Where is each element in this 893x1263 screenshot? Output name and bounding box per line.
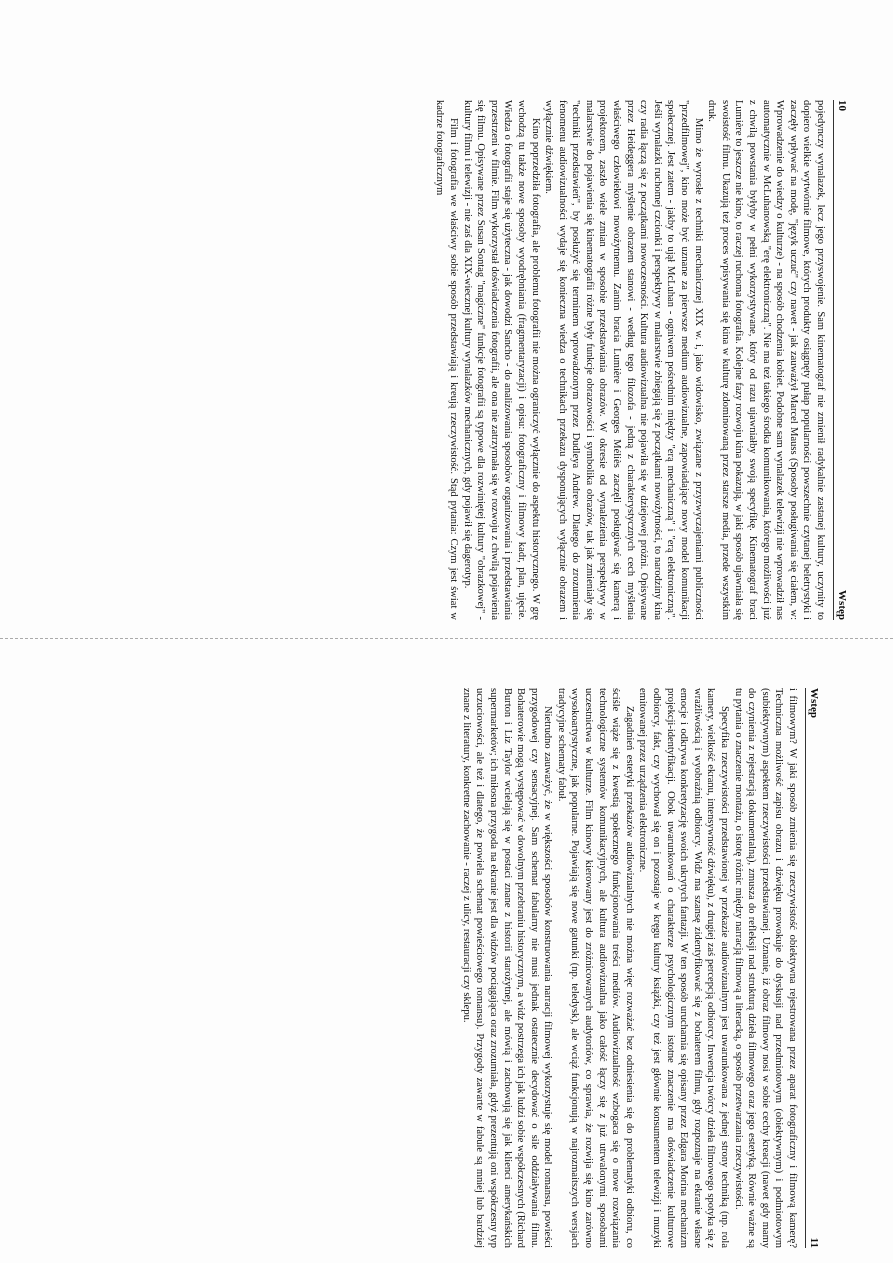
page-10	[48, 100, 848, 620]
page-number: 10	[836, 100, 848, 111]
paragraph: Specyfika rzeczywistości przedstawionej w przekazie audiowizualnym jest uwarunkowana z jednej strony techniką (np. rola kamery, wielkość ekranu, intensywność dźwięku), z drugiej zaś percepcją odbiorcy. Inwencja twórcy dzieła filmowego spotyka się z wrażliwością i wyobraźnią odbiorcy. Widz ma szansę zidentyfikować się z bohaterem filmu, gdy rozpoznaje na ekranie własne emocje i odkrywa konkretyzację swoich ukrytych fantazji. W ten sposób uruchamia się opisany przez Edgara Morina mechanizm projekcji-identyfikacji. Obok uwarunkowań o charakterze psychologicznym istotne znaczenie ma doświadczenie kulturowe odbiorcy, fakt, czy wychował się on i pozostaje w kręgu kultury książki, czy też jest głównie konsumentem telewizji i muzyki emitowanej przez urządzenia elektroniczne.	[637, 688, 731, 1248]
page-11-body	[459, 688, 799, 1248]
page-11	[20, 688, 820, 1248]
running-head: Wstęp	[808, 688, 820, 718]
paragraph: Nietrudno zauważyć, że w większości sposobów konstruowania narracji filmowej wykorzystuje się model romansu, powieści przygodowej czy sensacyjnej. Sam schemat fabularny nie musi jednak ostatecznie decydować o sile oddziaływania filmu. Bohaterowie mogą występować w dowolnym przebraniu historycznym, a widz postrzega ich jak ludzi sobie współczesnych (Richard Burton i Liz Taylor wcielają się w postaci znane z historii starożytnej, ale mówią i zachowują się jak klienci amerykańskich supermarketów; ich miłosna przygoda na ekranie jest dla widzów pociągająca oraz zrozumiała, gdyż prezentują oni współczesny typ uczuciowości, ale też i dlatego, że powiela schemat powieściowego romansu). Przygody zawarte w fabule są mniej lub bardziej znane z literatury, konkretne zachowanie - raczej z ulicy, restauracji czy sklepu.	[460, 688, 554, 1248]
page-divider	[0, 638, 893, 639]
paragraph: Kino poprzedziła fotografia, ale problemu fotografii nie można ograniczyć wyłącznie do aspektu historycznego. W grę wchodzą tu także nowe sposoby wyodrębniania (fragmentaryzacji) i opisu: fotograficzny i filmowy kadr, plan, ujęcie. Wiedza o fotografii staje się użyteczna - jak dowodzi Sancho - do analizowania sposobów organizowania i przedstawiania przestrzeni w filmie. Film wykorzystał doświadczenia fotografii, ale ona nie zatrzymała się w rozwoju z chwilą pojawienia się filmu. Opisywane przez Susan Sontag "magiczne" funkcje fotografii są typowe dla rozwiniętej kultury "obrazkowej" - kultury filmu i telewizji - nie zaś dla XIX-wiecznej kultury wynalazków mechanicznych, gdy pojawił się dagerotyp.	[461, 100, 541, 620]
page-10-header	[833, 100, 848, 620]
page-number: 11	[808, 1237, 820, 1248]
running-head: Wstęp	[836, 590, 848, 620]
page-11-header	[805, 688, 820, 1248]
page-10-body	[433, 100, 827, 620]
paragraph: Film i fotografia we właściwy sobie sposób przedstawiają i kreują rzeczywistość. Stąd pytania: Czym jest świat w kadrze fotograficznym	[434, 100, 459, 620]
paragraph: i filmowym? W jaki sposób zmienia się rzeczywistość obiektywna rejestrowana przez aparat fotograficzny i filmową kamerę? Techniczna możliwość zapisu obrazu i dźwięku prowokuje do dyskusji nad przedmiotowym (obiektywnym) i podmiotowym (subiektywnym) aspektem rzeczywistości przedstawianej. Uznanie, iż obraz filmowy nosi w sobie cechy kreacji (nawet gdy mamy do czynienia z rejestracją dokumentalną), zmusza do refleksji nad strukturą dzieła filmowego oraz jego estetyką. Równie ważne są tu pytania o znaczenie montażu, o istotę różnic między narracją filmową a literacką, o sposób przetwarzania rzeczywistości.	[732, 688, 798, 1248]
paragraph: Mimo że wyrosłe z techniki mechanicznej XIX w. i, jako widowisko, związane z przyzwyczajeniami publiczności "przedfilmowej", kino może być uznane za pierwsze medium audiowizualne, zapowiadające nowy model komunikacji społecznej. Jest zatem - jakby to ujął McLuhan - ogniwem pośrednim między "erą mechaniczną" i "erą elektroniczną". Jeśli wynalazki ruchomej czcionki i perspektywy w malarstwie zbiegają się z początkami nowożytności, to narodziny kina czy radia łączą się z początkami nowoczesności. Kultura audiowizualna nie pojawiła się w dziejowej próżni. Opisywane przez Heideggera myślenie obrazem stanowi - według tego filozofa - jedną z charakterystycznych cech myślenia właściwego człowiekowi nowożytnemu. Zanim bracia Lumière i Georges Méliès zaczęli posługiwać się kamerą i projektorem, zaszło wiele zmian w sposobie przedstawiania obrazów. W okresie od wynalezienia perspektywy w malarstwie do pojawienia się kinematografii różne były funkcje obrazowości i symbolika obrazów, tak jak zmieniały się "techniki przedstawień", by posłużyć się terminem wprowadzonym przez Dudleya Andrew. Dlatego do zrozumienia fenomenu audiowizualności wydaje się konieczna wiedza o technikach przekazu dysponujących wyłącznie obrazem i wyłącznie dźwiękiem.	[543, 100, 704, 620]
paragraph: pojedynczy wynalazek, lecz jego przyswojenie. Sam kinematograf nie zmienił radykalnie zastanej kultury, uczynity to dopiero wielkie wytwórnie filmowe, których produkty osiągnęty pułap popularności powszechnie czytanej beletrystyki i zaczęły wpływać na modę, "język uczuć" czy nawet - jak zauważył Marcel Mauss (Sposoby posługiwania się ciałem, w: Wprowadzenie do wiedzy o kulturze) - na sposób chodzenia kobiet. Podobne sam wynalazek telewizji nie wprowadził nas automatycznie w McLuhanowską "erę elektroniczną". Nie ma też takiego środka komunikowania, którego możliwości już z chwilą powstania byłyby w pełni wykorzystywane, który od razu ujawniałby swoją specyfikę. Kinematograf braci Lumière to jeszcze nie kino, to raczej ruchoma fotografia. Kolejne fazy rozwoju kina pokazują, w jaki sposób ujawniała się swoistość filmu. Ukazują też proces wpisywania się kina w kulturę zdominowaną przez starsze media, przede wszystkim druk.	[706, 100, 826, 620]
paragraph: Zagadnień estetyki przekazów audiowizualnych nie można więc rozważać bez odniesienia się do problematyki odbioru, co ściśle wiąże się z kwestią społecznego funkcjonowania treści mediów. Audiowizualność wzbogaca się o nowe rozwiązania technologiczne systemów komunikacyjnych, ale kultura audiowizualna jako całość łączy się z już utrwalonymi sposobami uczestnictwa w kulturze. Film kinowy kierowany jest do zróżnicowanych audytoriów, co sprawia, że rozwija się kino zarówno wysokoartystyczne, jak popularne. Pojawiają się nowe gatunki (np. teledysk), ale wciąż funkcjonują w najrozmaitszych wersjach tradycyjne schematy fabuł.	[555, 688, 635, 1248]
